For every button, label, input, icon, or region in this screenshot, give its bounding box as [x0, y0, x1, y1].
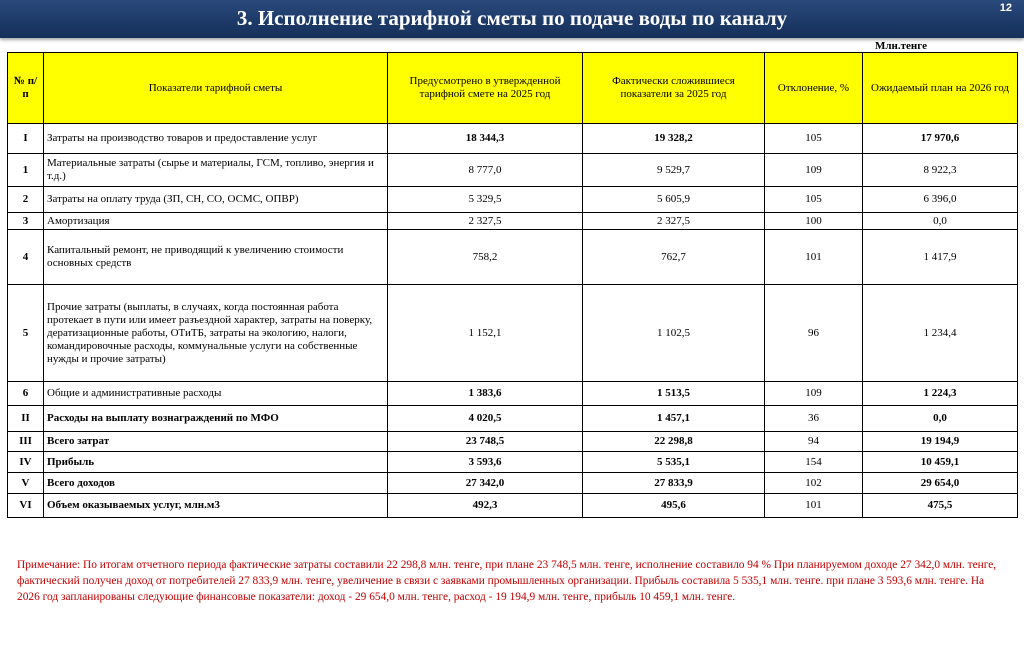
table-row: [8, 494, 1018, 518]
row-actual: 762,7: [583, 230, 765, 285]
row-plan-2026: 1 234,4: [863, 285, 1018, 382]
row-number: 5: [8, 285, 44, 382]
row-indicator: Расходы на выплату вознаграждений по МФО: [44, 406, 388, 432]
row-planned: 3 593,6: [388, 452, 583, 473]
row-indicator: Всего затрат: [44, 432, 388, 452]
table-row: [8, 406, 1018, 432]
unit-label: Млн.тенге: [875, 40, 927, 52]
row-deviation: 94: [765, 432, 863, 452]
row-planned: 27 342,0: [388, 473, 583, 494]
footnote: Примечание: По итогам отчетного периода фактические затраты составили 22 298,8 млн. тенге, при плане 23 748,5 млн. тенге, исполнение составило 94 % При планируемом доходе 27 342,0 млн. тенге, фактический получен доход от потребителей 27 833,9 млн. тенге, увеличение в связи с заявками промышленных организации. Прибыль составила 5 535,1 млн. тенге. при плане 3 593,6 млн. тенге. На 2026 год запланированы следующие финансовые показатели: доход - 29 654,0 млн. тенге, расход - 19 194,9 млн. тенге, прибыль 10 459,1 млн. тенге.: [17, 559, 997, 603]
col-header-no: № п/п: [8, 53, 44, 124]
table-header-row: [8, 53, 1018, 124]
row-planned: 23 748,5: [388, 432, 583, 452]
row-plan-2026: 475,5: [863, 494, 1018, 518]
row-deviation: 101: [765, 230, 863, 285]
table-row: [8, 124, 1018, 154]
row-number: III: [8, 432, 44, 452]
row-indicator: Объем оказываемых услуг, млн.м3: [44, 494, 388, 518]
row-deviation: 101: [765, 494, 863, 518]
slide-header: [0, 0, 1024, 38]
row-number: 1: [8, 154, 44, 187]
row-number: 3: [8, 213, 44, 230]
col-header-plan-2026: Ожидаемый план на 2026 год: [863, 53, 1018, 124]
row-indicator: Прочие затраты (выплаты, в случаях, когда постоянная работа протекает в пути или имеет разъездной характер, затраты на поверку, дератизационные работы, ОТиТБ, затраты на экологию, налоги, командировочные расходы, коммунальные услуги на собственные нужды и прочие затраты): [44, 285, 388, 382]
table-row: [8, 213, 1018, 230]
table-row: [8, 154, 1018, 187]
row-plan-2026: 0,0: [863, 213, 1018, 230]
slide-title: 3. Исполнение тарифной сметы по подаче воды по каналу: [236, 6, 788, 30]
row-actual: 27 833,9: [583, 473, 765, 494]
col-header-indicator: Показатели тарифной сметы: [44, 53, 388, 124]
row-deviation: 102: [765, 473, 863, 494]
row-number: 6: [8, 382, 44, 406]
row-deviation: 36: [765, 406, 863, 432]
row-indicator: Прибыль: [44, 452, 388, 473]
row-number: II: [8, 406, 44, 432]
row-indicator: Затраты на оплату труда (ЗП, СН, СО, ОСМС, ОПВР): [44, 187, 388, 213]
row-indicator: Материальные затраты (сырье и материалы, ГСМ, топливо, энергия и т.д.): [44, 154, 388, 187]
page-number: 12: [999, 2, 1012, 14]
col-header-actual: Фактически сложившиеся показатели за 2025 год: [583, 53, 765, 124]
row-actual: 5 535,1: [583, 452, 765, 473]
row-indicator: Общие и административные расходы: [44, 382, 388, 406]
table-row: [8, 285, 1018, 382]
table-row: [8, 230, 1018, 285]
row-planned: 18 344,3: [388, 124, 583, 154]
row-indicator: Затраты на производство товаров и предоставление услуг: [44, 124, 388, 154]
row-deviation: 100: [765, 213, 863, 230]
row-deviation: 109: [765, 382, 863, 406]
row-plan-2026: 0,0: [863, 406, 1018, 432]
row-plan-2026: 29 654,0: [863, 473, 1018, 494]
row-actual: 5 605,9: [583, 187, 765, 213]
row-number: IV: [8, 452, 44, 473]
row-plan-2026: 1 417,9: [863, 230, 1018, 285]
row-planned: 492,3: [388, 494, 583, 518]
row-planned: 1 152,1: [388, 285, 583, 382]
row-number: V: [8, 473, 44, 494]
table-row: [8, 187, 1018, 213]
row-planned: 4 020,5: [388, 406, 583, 432]
row-actual: 1 513,5: [583, 382, 765, 406]
row-planned: 1 383,6: [388, 382, 583, 406]
row-actual: 22 298,8: [583, 432, 765, 452]
row-planned: 8 777,0: [388, 154, 583, 187]
row-actual: 1 102,5: [583, 285, 765, 382]
col-header-planned: Предусмотрено в утвержденной тарифной смете на 2025 год: [388, 53, 583, 124]
row-plan-2026: 6 396,0: [863, 187, 1018, 213]
row-planned: 2 327,5: [388, 213, 583, 230]
table-row: [8, 382, 1018, 406]
row-indicator: Амортизация: [44, 213, 388, 230]
row-number: I: [8, 124, 44, 154]
row-plan-2026: 19 194,9: [863, 432, 1018, 452]
col-header-deviation: Отклонение, %: [765, 53, 863, 124]
row-deviation: 105: [765, 187, 863, 213]
row-plan-2026: 17 970,6: [863, 124, 1018, 154]
table-row: [8, 432, 1018, 452]
row-number: VI: [8, 494, 44, 518]
table-row: [8, 473, 1018, 494]
row-actual: 495,6: [583, 494, 765, 518]
row-deviation: 154: [765, 452, 863, 473]
tariff-table: [7, 52, 1018, 518]
row-deviation: 105: [765, 124, 863, 154]
row-indicator: Капитальный ремонт, не приводящий к увеличению стоимости основных средств: [44, 230, 388, 285]
row-actual: 1 457,1: [583, 406, 765, 432]
row-actual: 9 529,7: [583, 154, 765, 187]
row-number: 2: [8, 187, 44, 213]
row-actual: 19 328,2: [583, 124, 765, 154]
row-indicator: Всего доходов: [44, 473, 388, 494]
row-actual: 2 327,5: [583, 213, 765, 230]
row-plan-2026: 8 922,3: [863, 154, 1018, 187]
row-planned: 758,2: [388, 230, 583, 285]
row-deviation: 109: [765, 154, 863, 187]
table-row: [8, 452, 1018, 473]
row-number: 4: [8, 230, 44, 285]
row-plan-2026: 10 459,1: [863, 452, 1018, 473]
row-planned: 5 329,5: [388, 187, 583, 213]
row-plan-2026: 1 224,3: [863, 382, 1018, 406]
row-deviation: 96: [765, 285, 863, 382]
